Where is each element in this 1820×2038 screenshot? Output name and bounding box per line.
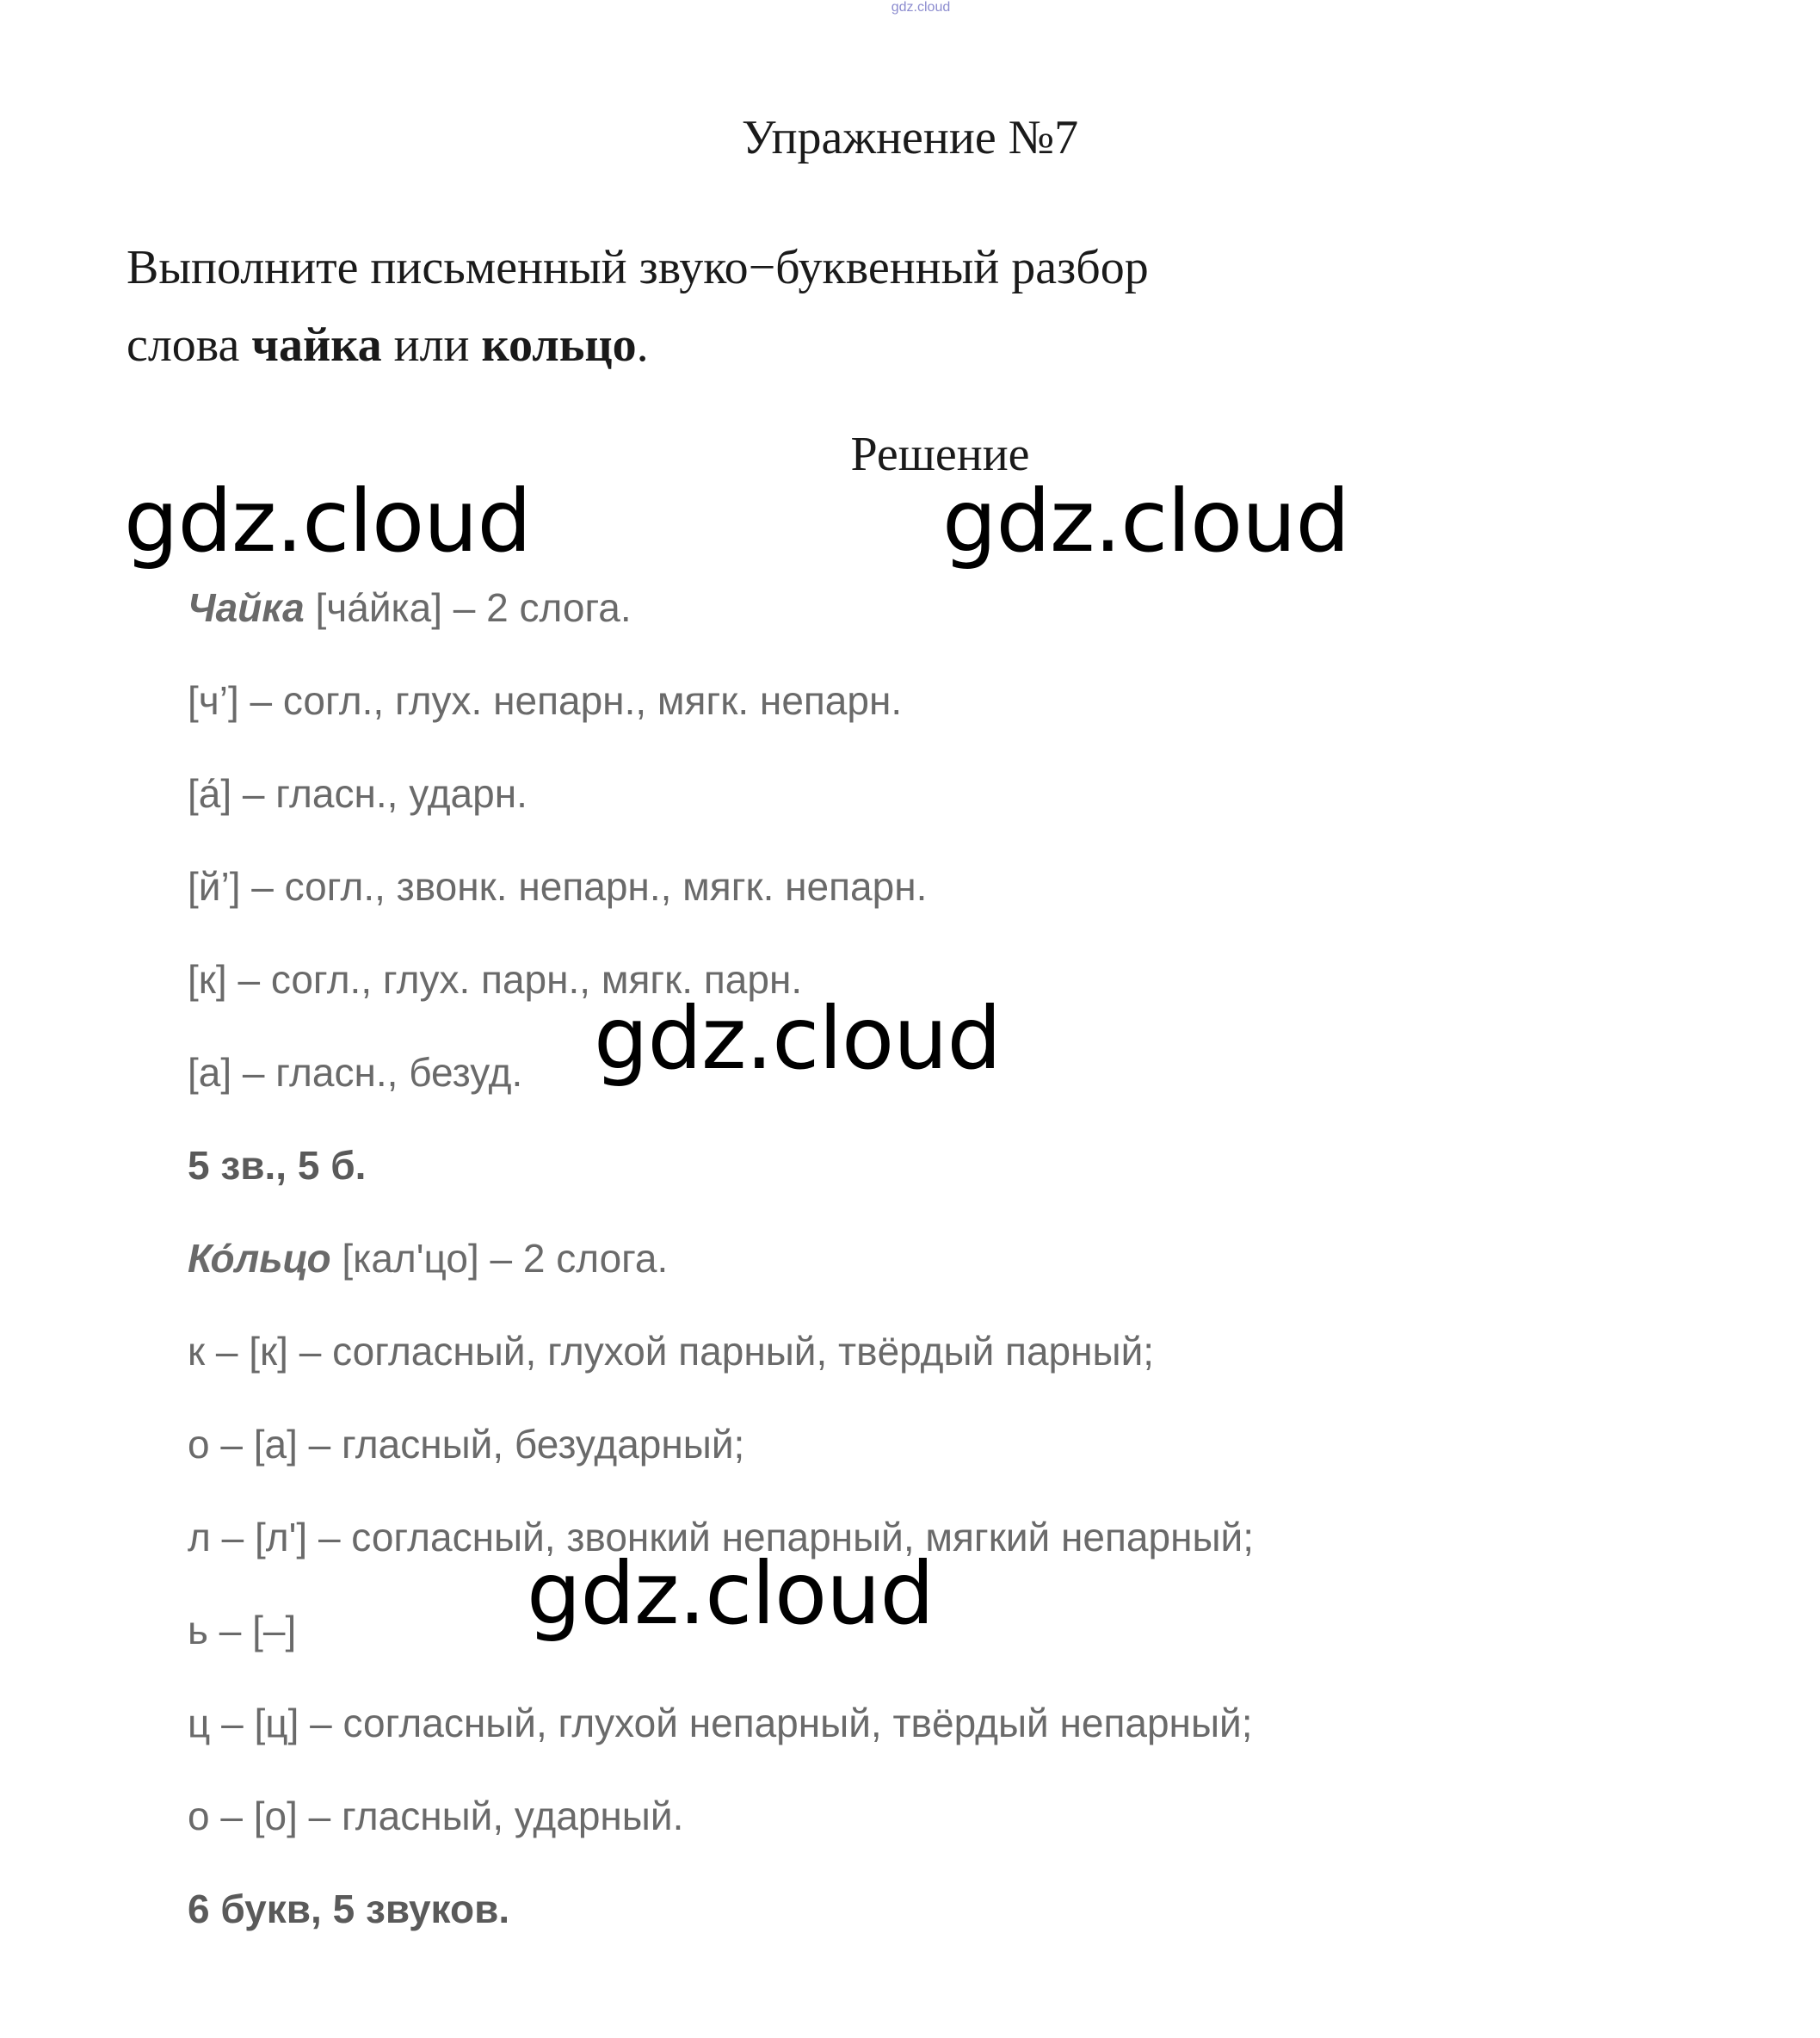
list-item: л – [л'] – согласный, звонкий непарный, мягкий непарный;	[188, 1515, 1255, 1559]
task-line-1: Выполните письменный звуко−буквенный разбор	[126, 241, 1149, 294]
watermark: gdz.cloud	[942, 471, 1350, 571]
task-word-koltso: кольцо	[481, 318, 637, 372]
koltso-heading	[188, 1236, 1737, 1329]
solution-title: Решение	[850, 428, 1030, 481]
koltso-transcription: [кал'цо] – 2 слога.	[330, 1236, 669, 1281]
task-word-chaika: чайка	[251, 318, 382, 372]
task-line-2-prefix: слова	[126, 318, 252, 372]
watermark: gdz.cloud	[594, 988, 1002, 1089]
list-item: ц – [ц] – согласный, глухой непарный, твёрдый непарный;	[188, 1701, 1253, 1745]
task-text	[126, 229, 1417, 384]
chaika-transcription: [ча́йка] – 2 слога.	[304, 585, 632, 630]
watermark: gdz.cloud	[527, 1543, 935, 1644]
list-item: [й’] – согл., звонк. непарн., мягк. непарн.	[188, 864, 928, 909]
task-line-2	[126, 306, 1417, 384]
chaika-summary: 5 зв., 5 б.	[188, 1143, 367, 1188]
list-item: ь – [–]	[188, 1608, 297, 1652]
koltso-summary: 6 букв, 5 звуков.	[188, 1887, 510, 1931]
site-watermark-small: gdz.cloud	[891, 0, 951, 15]
exercise-title: Упражнение №7	[741, 111, 1079, 164]
task-connector: или	[381, 318, 482, 372]
list-item: [ч’] – согл., глух. непарн., мягк. непарн.	[188, 678, 903, 723]
solution-list	[188, 585, 1737, 1979]
list-item: [к] – согл., глух. парн., мягк. парн.	[188, 957, 803, 1002]
task-line-2-suffix: .	[636, 318, 649, 372]
koltso-word: Ко́льцо	[188, 1236, 331, 1281]
list-item: к – [к] – согласный, глухой парный, твёрдый парный;	[188, 1329, 1155, 1374]
chaika-word: Чайка	[188, 585, 305, 630]
list-item: [а́] – гласн., ударн.	[188, 771, 527, 816]
chaika-heading	[188, 585, 1737, 678]
list-item: о – [о] – гласный, ударный.	[188, 1794, 684, 1838]
list-item: [а] – гласн., безуд.	[188, 1050, 523, 1095]
list-item: о – [а] – гласный, безударный;	[188, 1422, 745, 1467]
watermark: gdz.cloud	[124, 471, 532, 571]
